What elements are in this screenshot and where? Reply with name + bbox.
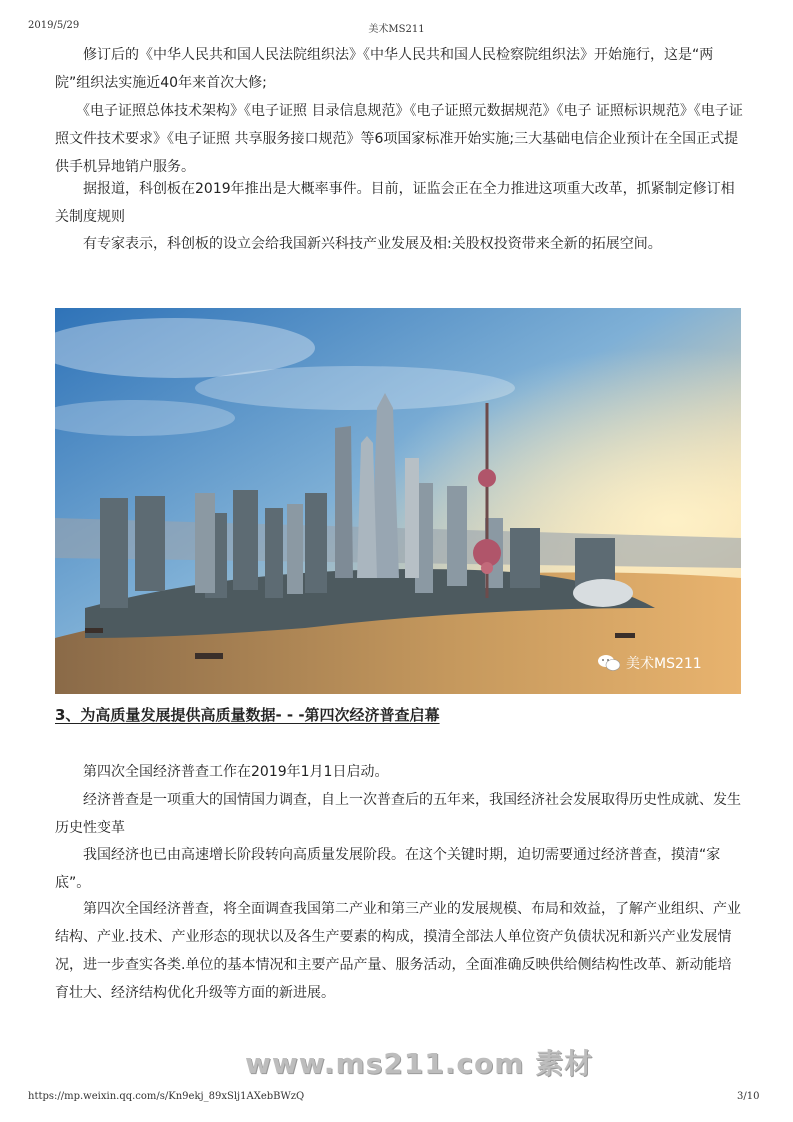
paragraph-star-market: 据报道，科创板在2019年推出是大概率事件。目前，证监会正在全力推进这项重大改革，抓紧制定修订相关制度规则: [55, 181, 735, 225]
paragraph-census-significance: 经济普查是一项重大的国情国力调查，自上一次普查后的五年来，我国经济社会发展取得历史性成就、发生历史性变革: [55, 792, 741, 836]
paragraph-census-scope: 第四次全国经济普查，将全面调查我国第二产业和第三产业的发展规模、布局和效益，了解产业组织、产业结构、产业.技术、产业形态的现状以及各生产要素的构成，摸清全部法人单位资产负债状况和新兴产业发展情况，进一步查实各类.单位的基本情况和主要产品产量、服务活动，全面准确反映供给侧结构性改革、新动能培育壮大、经济结构优化升级等方面的新进展。: [55, 901, 741, 1001]
watermark-label: 美术MS211: [626, 656, 702, 672]
paragraph-court-law: 修订后的《中华人民共和国人民法院组织法》《中华人民共和国人民检察院组织法》开始施行，这是“两院”组织法实施近40年来首次大修;: [55, 47, 714, 91]
paragraph-census-start: 第四次全国经济普查工作在2019年1月1日启动。: [55, 764, 389, 780]
site-stamp: www.ms211.com 素材: [245, 1047, 594, 1080]
paragraph-e-license-standards: 《电子证照总体技术架构》《电子证照 目录信息规范》《电子证照元数据规范》《电子 证照标识规范》《电子证照文件技术要求》《电子证照 共享服务接口规范》等6项国家标准开始实施;三大基础电信企业预计在全国正式提供手机异地销户服务。: [55, 103, 743, 175]
photo-watermark: [598, 652, 702, 674]
print-date: 2019/5/29: [28, 20, 80, 31]
paragraph-expert-view: 有专家表示，科创板的设立会给我国新兴科技产业发展及相:关股权投资带来全新的拓展空间。: [55, 236, 662, 252]
print-title: 美术MS211: [368, 24, 425, 35]
footer-url[interactable]: https://mp.weixin.qq.com/s/Kn9ekj_89xSlj1AXebBWzQ: [28, 1091, 305, 1102]
wechat-icon: [598, 654, 620, 672]
paragraph-high-quality-stage: 我国经济也已由高速增长阶段转向高质量发展阶段。在这个关键时期，迫切需要通过经济普查，摸清“家底”。: [55, 847, 721, 891]
shanghai-skyline-photo: [55, 308, 741, 694]
page-number: 3/10: [737, 1091, 760, 1102]
section-heading: 3、为高质量发展提供高质量数据- - -第四次经济普查启幕: [55, 706, 440, 724]
